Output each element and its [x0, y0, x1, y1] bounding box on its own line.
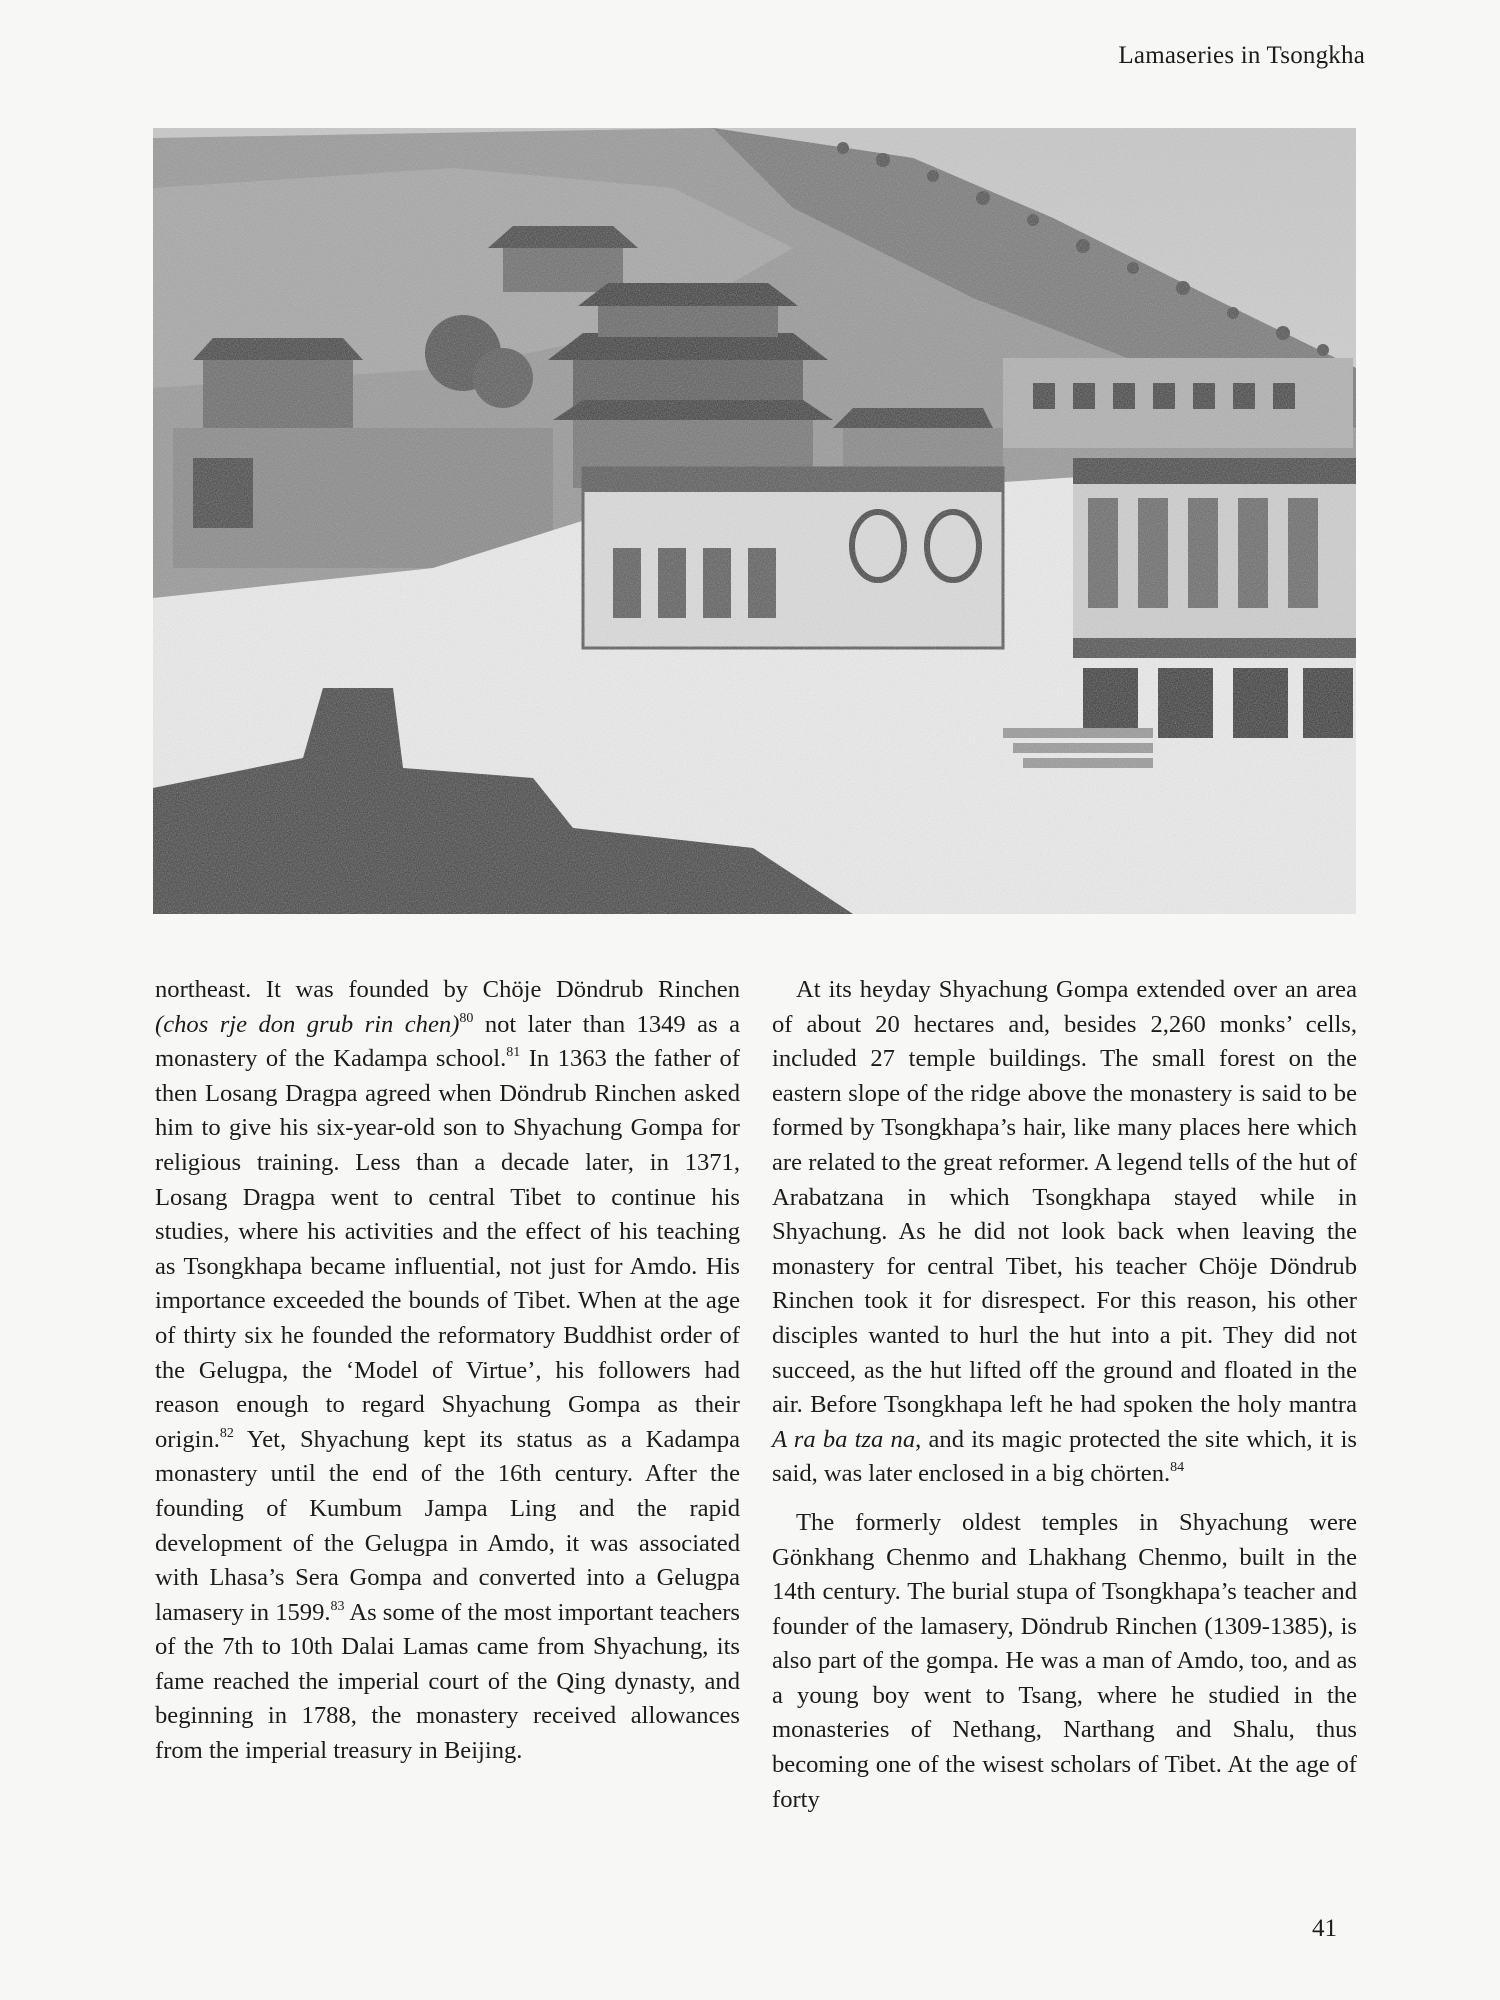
footnote-ref: 82 — [219, 1425, 234, 1441]
footnote-ref: 84 — [1170, 1460, 1185, 1476]
text-column-left — [155, 973, 740, 1769]
paragraph: northeast. It was founded by Chöje Döndrub Rinchen (chos rje don grub rin chen)$^{80}$ not later than 1349 as a monastery of the Kadampa school.$^{81}$ In 1363 the father of then Losang Dragpa agreed when Döndrub Rinchen asked him to give his six-year-old son to Shyachung Gompa for religious training. Less than a decade later, in 1371, Losang Dragpa went to central Tibet to continue his studies, where his activities and the effect of his teaching as Tsongkhapa became influential, not just for Amdo. His importance exceeded the bounds of Tibet. When at the age of thirty six he founded the reformatory Buddhist order of the Gelugpa, the ‘Model of Virtue’, his followers had reason enough to regard Shyachung Gompa as their origin.$^{82}$ Yet, Shyachung kept its status as a Kadampa monastery until the end of the 16th century. After the founding of Kumbum Jampa Ling and the rapid development of the Gelugpa in Amdo, it was associated with Lhasa’s Sera Gompa and converted into a Gelugpa lamasery in 1599.83 As some of the most important teachers of the 7th to 10th Dalai Lamas came from Shyachung, its fame reached the imperial court of the Qing dynasty, and beginning in 1788, the monastery received allowances from the imperial treasury in Beijing. — [155, 976, 741, 1765]
paragraph: The formerly oldest temples in Shyachung were Gönkhang Chenmo and Lhakhang Chenmo, built in the 14th century. The burial stupa of Tsongkhapa’s teacher and founder of the lamasery, Döndrub Rinchen (1309-1385), is also part of the gompa. He was a man of Amdo, too, and as a young boy went to Tsang, where he studied in the monasteries of Nethang, Narthang and Shalu, thus becoming one of the wisest scholars of Tibet. At the age of forty — [772, 1508, 1357, 1813]
monastery-photo-illustration — [153, 128, 1356, 914]
running-head-title: Lamaseries in Tsongkha — [1118, 42, 1365, 69]
mantra-text: A ra ba tza na — [772, 1425, 916, 1453]
footnote-ref: 80 — [459, 1010, 474, 1026]
footnote-ref: 83 — [330, 1598, 345, 1614]
tibetan-transliteration: (chos rje don grub rin chen) — [155, 1010, 460, 1038]
monastery-photo — [153, 128, 1356, 914]
text-column-right — [772, 973, 1357, 1817]
page-number: 41 — [1312, 1915, 1337, 1942]
footnote-ref: 81 — [506, 1045, 521, 1061]
paragraph: At its heyday Shyachung Gompa extended over an area of about 20 hectares and, besides 2,260 monks’ cells, included 27 temple buildings. The small forest on the eastern slope of the ridge above the monastery is said to be formed by Tsongkhapa’s hair, like many places here which are related to the great reformer. A legend tells of the hut of Arabatzana in which Tsongkhapa stayed while in Shyachung. As he did not look back when leaving the monastery for central Tibet, his teacher Chöje Döndrub Rinchen took it for disrespect. For this reason, his other disciples wanted to hurl the hut into a pit. They did not succeed, as the hut lifted off the ground and floated in the air. Before Tsongkhapa left he had spoken the holy mantra A ra ba tza na, and its magic protected the site which, it is said, was later enclosed in a big chörten.$^{84}$ — [772, 976, 1357, 1488]
